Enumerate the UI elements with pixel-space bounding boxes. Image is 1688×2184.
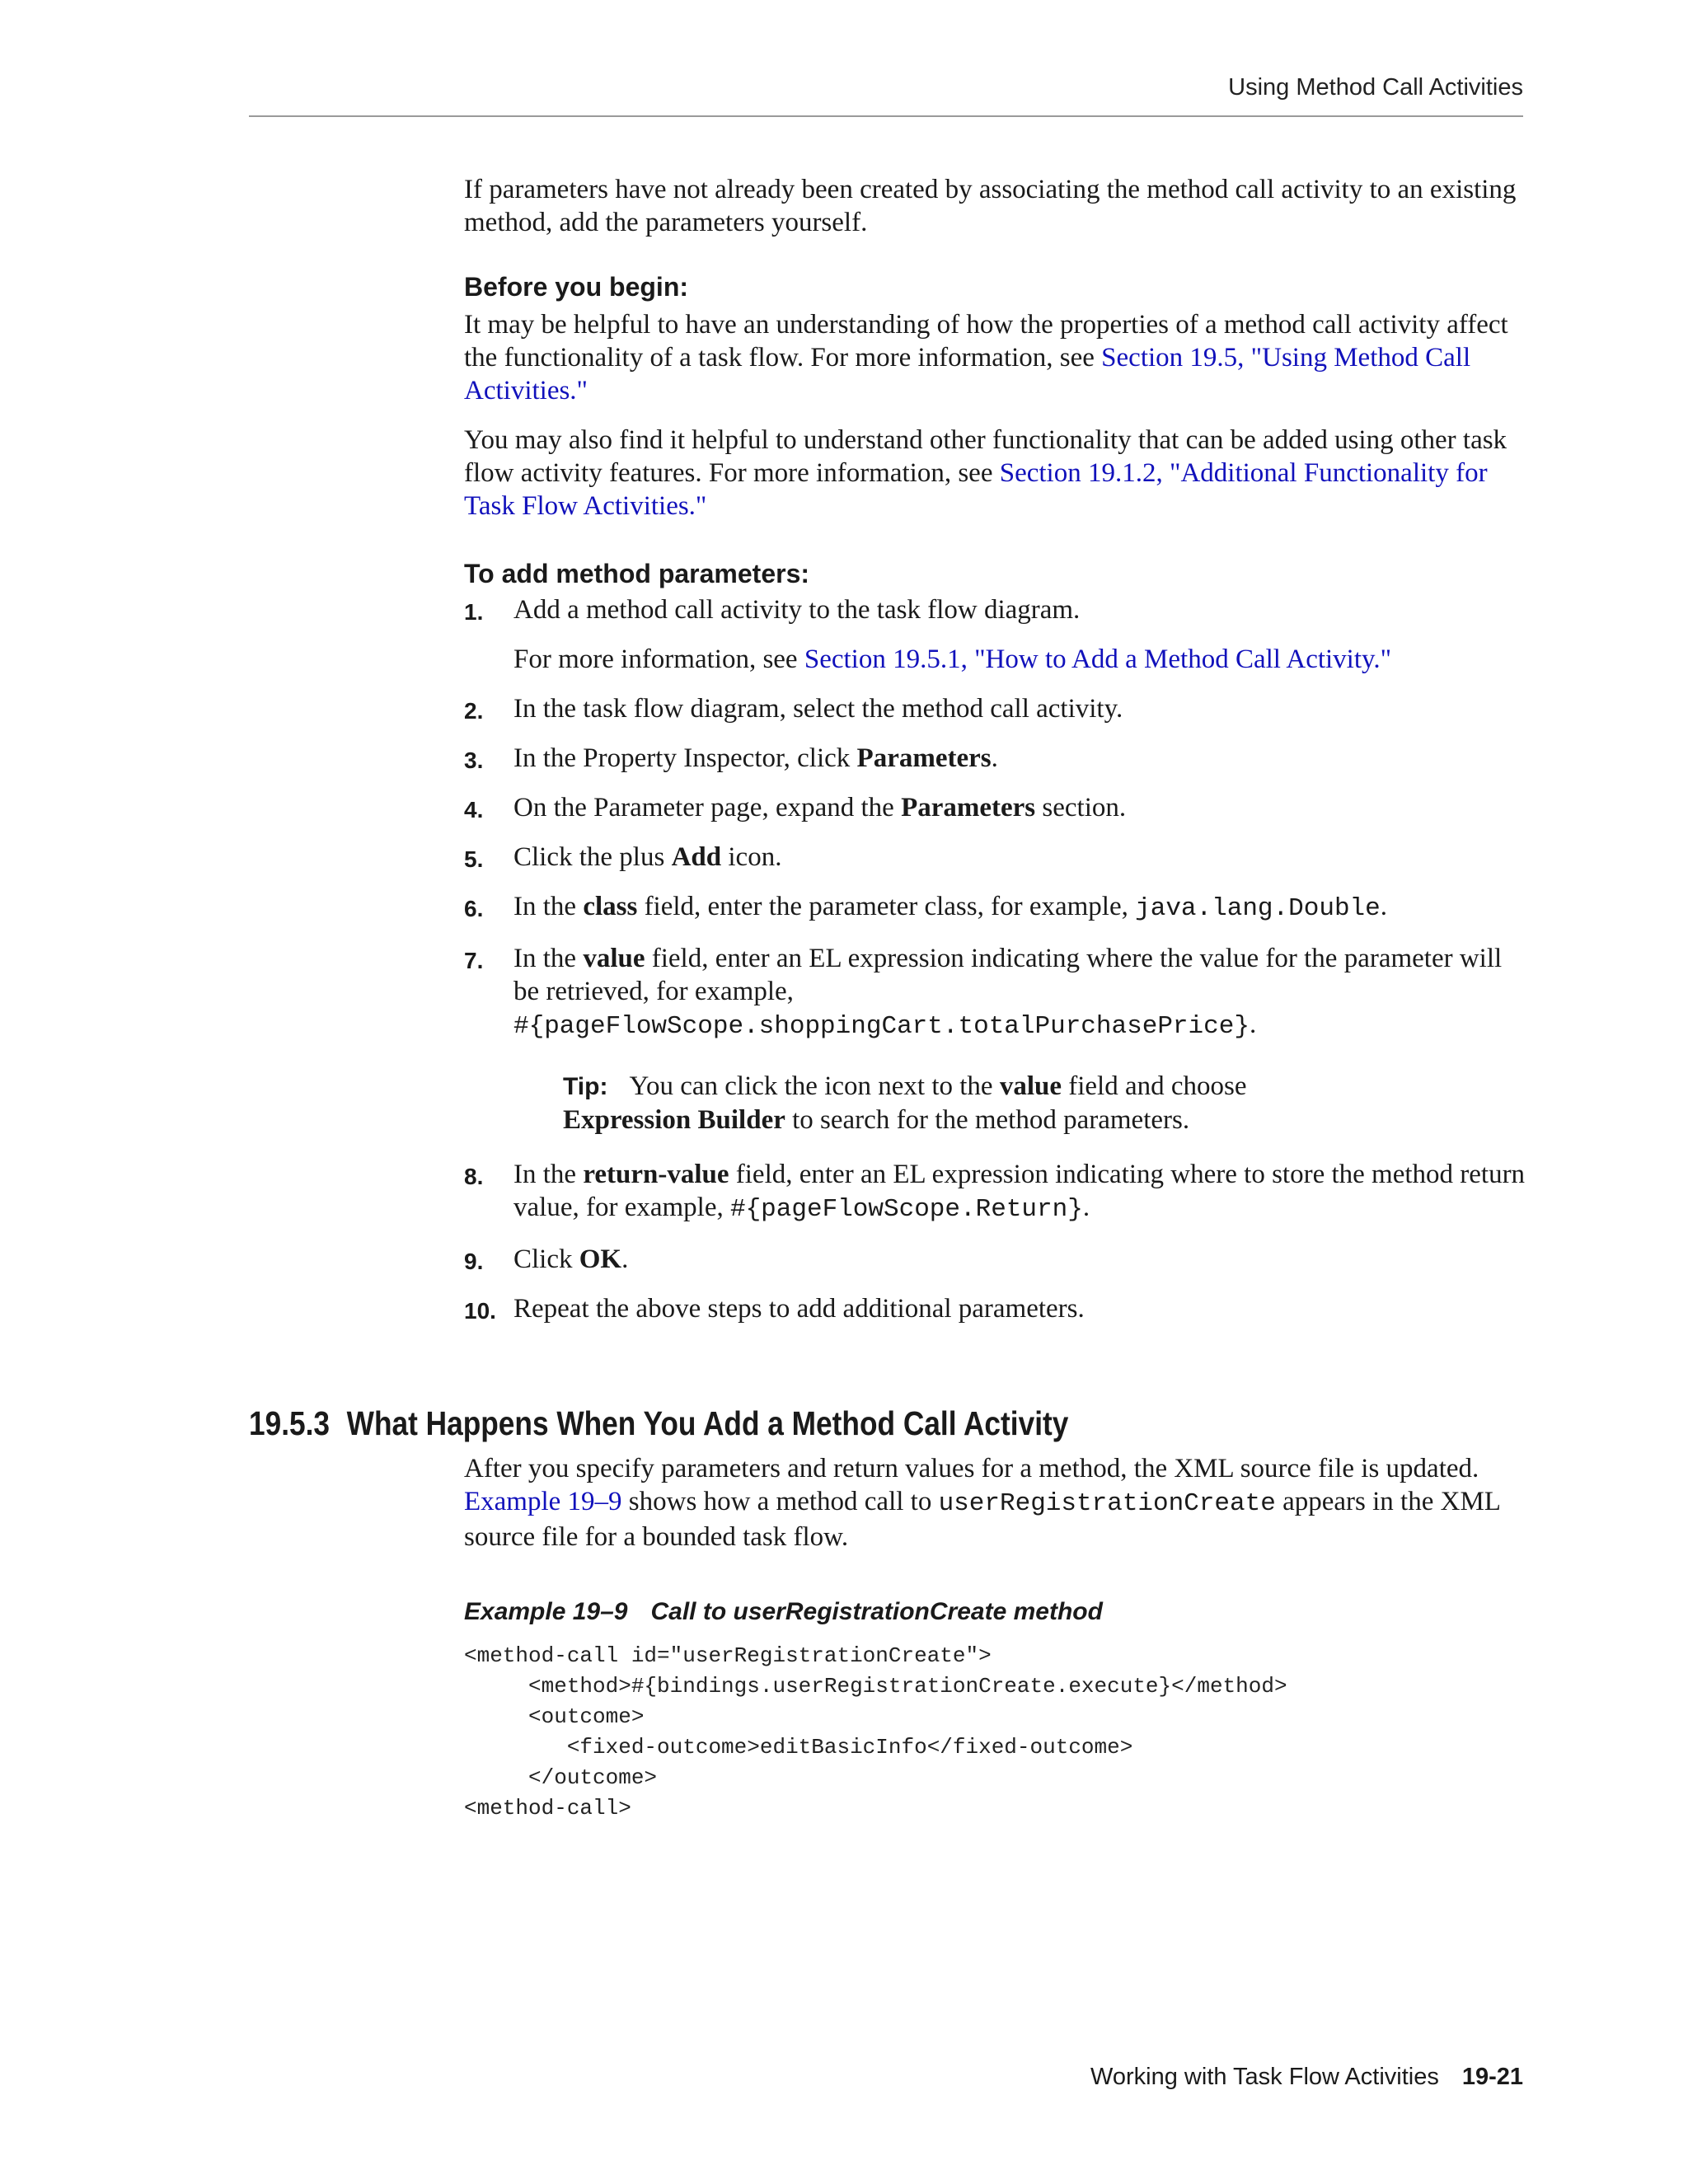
page-footer <box>249 2064 1523 2091</box>
step-2: 2. In the task flow diagram, select the method call activity. <box>464 694 1123 724</box>
step-1-note: For more information, see Section 19.5.1, "How to Add a Method Call Activity." <box>513 644 1392 674</box>
intro-paragraph: If parameters have not already been created by associating the method call activity to an existing method, add the parameters yourself. <box>464 175 1517 237</box>
page-number: 19-21 <box>1461 2064 1523 2090</box>
section-content <box>464 1452 1527 1824</box>
header-rule <box>249 115 1523 117</box>
inline-code: #{pageFlowScope.Return} <box>729 1195 1083 1224</box>
code-example: <method-call id="userRegistrationCreate"> <method>#{bindings.userRegistrationCreate.execute}</method> <outcome> <fixed-outcome>editBasicInfo</fixed-outcome> </outcome> <method-call> <box>464 1643 1287 1821</box>
section-title: What Happens When You Add a Method Call Activity <box>346 1404 1069 1442</box>
step-5: 5. Click the plus Add icon. <box>464 842 782 872</box>
main-content <box>464 173 1527 1325</box>
section-19-5-1-link[interactable]: Section 19.5.1, "How to Add a Method Call Activity." <box>804 644 1392 674</box>
section-19-1-2-link[interactable]: Section 19.1.2, "Additional Functionality for Task Flow Activities." <box>464 458 1488 521</box>
procedure-heading: To add method parameters: <box>464 559 810 588</box>
step-8: 8. In the return-value field, enter an EL expression indicating where to store the method return value, for example, #{pageFlowScope.Return}. <box>464 1160 1526 1224</box>
tip-box: Tip: You can click the icon next to the value field and choose Expression Builder to search for the method parameters. <box>563 1071 1247 1135</box>
section-paragraph: After you specify parameters and return values for a method, the XML source file is updated. Example 19–9 shows how a method call to userRegistrationCreate appears in the XML source file for a bounded task flow. <box>464 1454 1500 1552</box>
step-7: 7. In the value field, enter an EL expression indicating where the value for the parameter will be retrieved, for example, #{pageFlowScope.shoppingCart.totalPurchasePrice}. Tip: You can click the icon next to the value field and choose Expression Builder to search for the method parameters. <box>464 942 1527 1137</box>
example-caption: Example 19–9 Call to userRegistrationCreate method <box>464 1598 1103 1625</box>
step-4: 4. On the Parameter page, expand the Parameters section. <box>464 793 1127 823</box>
step-9: 9. Click OK. <box>464 1244 629 1274</box>
inline-code: #{pageFlowScope.shoppingCart.totalPurchasePrice} <box>513 1012 1250 1041</box>
before-you-begin-paragraph-1: It may be helpful to have an understanding of how the properties of a method call activity affect the functionality of a task flow. For more information, see Section 19.5, "Using Method Call Activities." <box>464 310 1508 405</box>
section-19-5-link[interactable]: Section 19.5, "Using Method Call Activities." <box>464 343 1471 405</box>
running-header: Using Method Call Activities <box>1228 74 1523 101</box>
inline-code: java.lang.Double <box>1135 894 1381 923</box>
footer-chapter: Working with Task Flow Activities <box>1090 2064 1439 2090</box>
inline-code: userRegistrationCreate <box>938 1489 1276 1518</box>
example-19-9-link[interactable]: Example 19–9 <box>464 1487 622 1516</box>
before-you-begin-paragraph-2: You may also find it helpful to understand other functionality that can be added using other task flow activity features. For more information, see Section 19.1.2, "Additional Functionality for Task Flow Activities." <box>464 425 1507 521</box>
section-heading <box>249 1403 1355 1444</box>
step-1: 1. Add a method call activity to the task flow diagram. For more information, see Section 19.5.1, "How to Add a Method Call Activity." <box>464 593 1527 676</box>
procedure-steps <box>464 593 1527 1325</box>
before-you-begin-heading: Before you begin: <box>464 272 689 302</box>
step-3: 3. In the Property Inspector, click Parameters. <box>464 743 998 773</box>
step-10: 10. Repeat the above steps to add additional parameters. <box>464 1294 1085 1324</box>
section-number: 19.5.3 <box>249 1404 331 1442</box>
step-6: 6. In the class field, enter the parameter class, for example, java.lang.Double. <box>464 892 1388 923</box>
tip-label: Tip: <box>563 1073 608 1100</box>
